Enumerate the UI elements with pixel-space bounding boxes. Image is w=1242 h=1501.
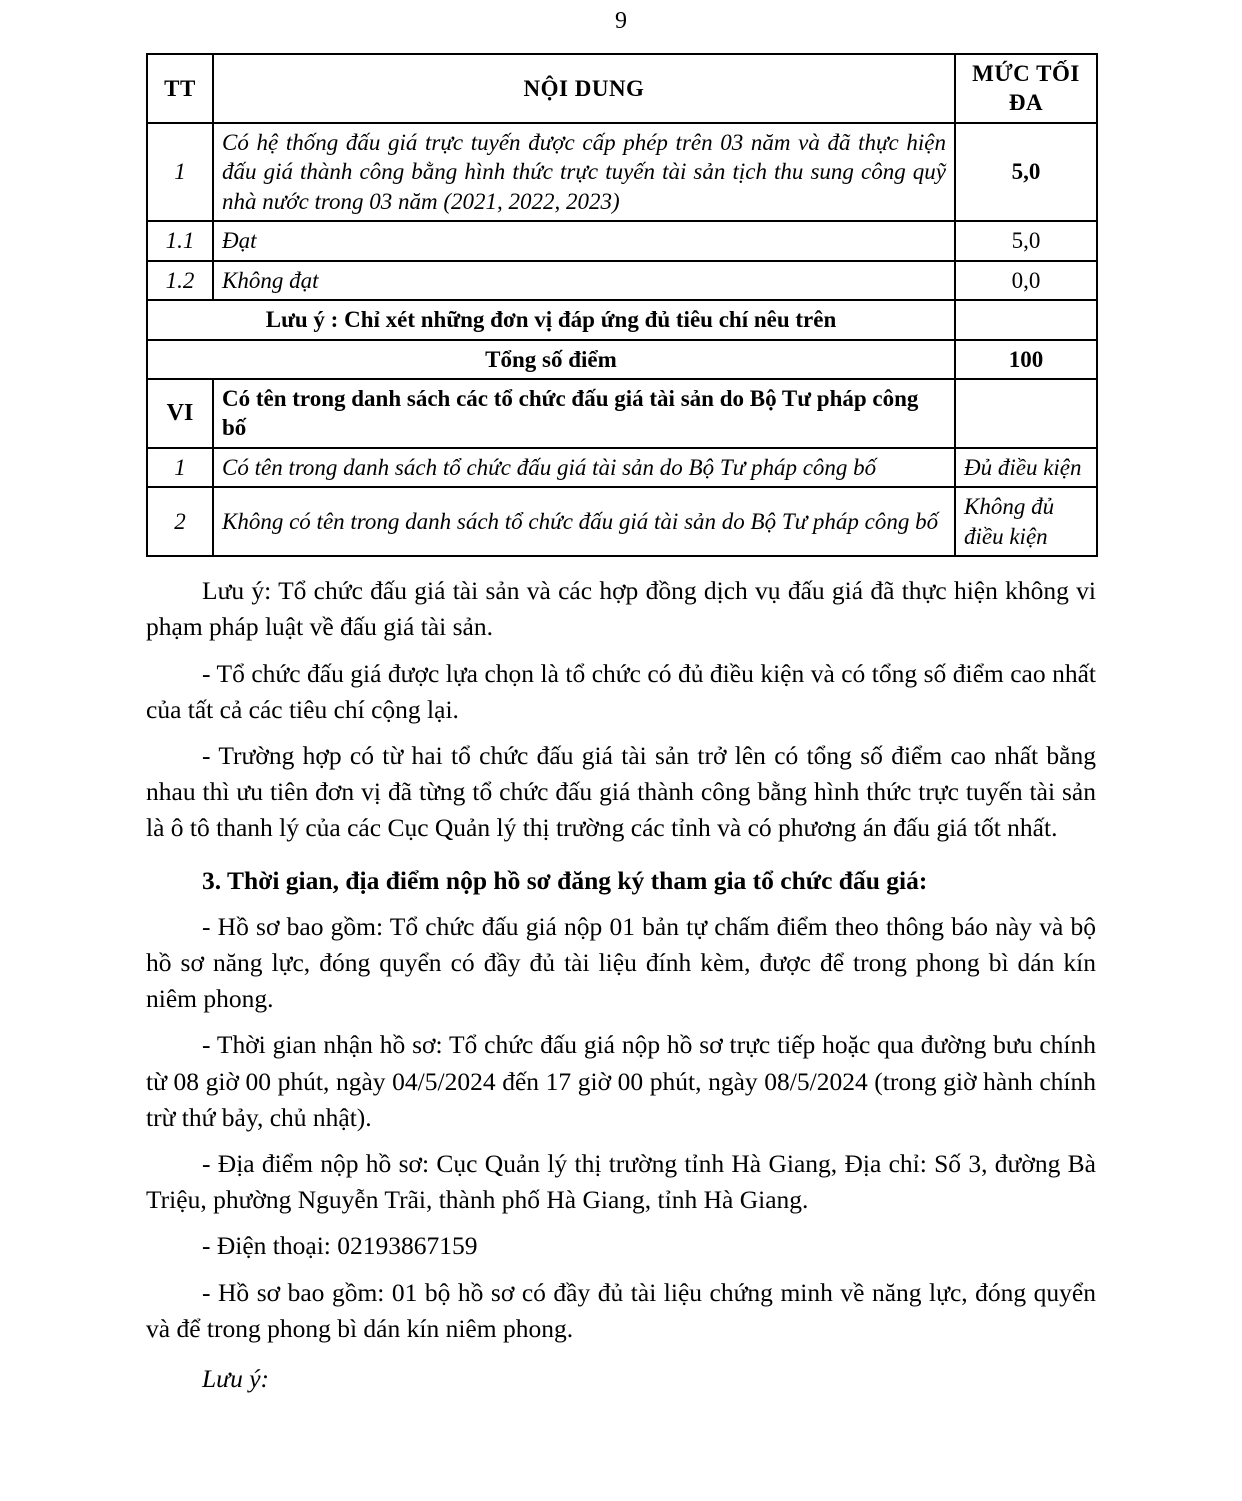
- paragraph: - Tổ chức đấu giá được lựa chọn là tổ chức có đủ điều kiện và có tổng số điểm cao nhất của tất cả các tiêu chí cộng lại.: [146, 658, 1096, 724]
- section-max: [955, 379, 1097, 448]
- note-max: [955, 300, 1097, 339]
- paragraph: - Thời gian nhận hồ sơ: Tổ chức đấu giá nộp hồ sơ trực tiếp hoặc qua đường bưu chính từ 08 giờ 00 phút, ngày 04/5/2024 đến 17 giờ 00 phút, ngày 08/5/2024 (trong giờ hành chính trừ thứ bảy, chủ nhật).: [146, 1030, 1096, 1132]
- header-muc-toi-da: MỨC TỐI ĐA: [955, 54, 1097, 123]
- row-tt: 1.2: [147, 261, 213, 300]
- document-body: [146, 557, 1096, 1397]
- paragraph: - Địa điểm nộp hồ sơ: Cục Quản lý thị trường tỉnh Hà Giang, Địa chỉ: Số 3, đường Bà Triệu, phường Nguyễn Trãi, thành phố Hà Giang, tỉnh Hà Giang.: [146, 1148, 1096, 1215]
- scoring-criteria-table: [146, 53, 1098, 557]
- row-content: Không đạt: [213, 261, 955, 300]
- table-section-row: [147, 379, 1097, 448]
- table-total-row: [147, 340, 1097, 379]
- row-tt: 2: [147, 487, 213, 556]
- row-content: Có tên trong danh sách tổ chức đấu giá tài sản do Bộ Tư pháp công bố: [213, 448, 955, 487]
- paragraph: Lưu ý: Tổ chức đấu giá tài sản và các hợp đồng dịch vụ đấu giá đã thực hiện không vi phạm pháp luật về đấu giá tài sản.: [146, 576, 1096, 642]
- paragraph: - Hồ sơ bao gồm: Tổ chức đấu giá nộp 01 bản tự chấm điểm theo thông báo này và bộ hồ sơ năng lực, đóng quyển có đầy đủ tài liệu đính kèm, được để trong phong bì dán kín niêm phong.: [146, 911, 1096, 1014]
- table-row: [147, 221, 1097, 260]
- table-row: [147, 261, 1097, 300]
- row-max: Đủ điều kiện: [955, 448, 1097, 487]
- table-row: [147, 487, 1097, 556]
- row-content: Đạt: [213, 221, 955, 260]
- row-content: Không có tên trong danh sách tổ chức đấu giá tài sản do Bộ Tư pháp công bố: [213, 487, 955, 556]
- paragraph: - Trường hợp có từ hai tổ chức đấu giá tài sản trở lên có tổng số điểm cao nhất bằng nhau thì ưu tiên đơn vị đã từng tổ chức đấu giá thành công bằng hình thức trực tuyến tài sản là ô tô thanh lý của các Cục Quản lý thị trường các tỉnh và có phương án đấu giá tốt nhất.: [146, 740, 1096, 843]
- header-tt: TT: [147, 54, 213, 123]
- note-text: Lưu ý : Chỉ xét những đơn vị đáp ứng đủ tiêu chí nêu trên: [147, 300, 955, 339]
- total-label: Tổng số điểm: [147, 340, 955, 379]
- section-content: Có tên trong danh sách các tổ chức đấu giá tài sản do Bộ Tư pháp công bố: [213, 379, 955, 448]
- row-tt: 1: [147, 123, 213, 221]
- paragraph: - Hồ sơ bao gồm: 01 bộ hồ sơ có đầy đủ tài liệu chứng minh về năng lực, đóng quyển và để trong phong bì dán kín niêm phong.: [146, 1277, 1096, 1343]
- document-content: [146, 53, 1096, 1397]
- table-row: [147, 123, 1097, 221]
- final-note: Lưu ý:: [202, 1363, 270, 1393]
- row-tt: 1.1: [147, 221, 213, 260]
- header-noi-dung: NỘI DUNG: [213, 54, 955, 123]
- row-max: 5,0: [955, 221, 1097, 260]
- table-header-row: [147, 54, 1097, 123]
- row-max: 5,0: [955, 123, 1097, 221]
- row-tt: 1: [147, 448, 213, 487]
- table-note-row: [147, 300, 1097, 339]
- total-max: 100: [955, 340, 1097, 379]
- row-max: Không đủ điều kiện: [955, 487, 1097, 556]
- table-row: [147, 448, 1097, 487]
- page-number: 9: [615, 8, 627, 34]
- paragraph-phone: - Điện thoại: 02193867159: [202, 1231, 478, 1261]
- section-tt: VI: [147, 379, 213, 448]
- section-heading-3: 3. Thời gian, địa điểm nộp hồ sơ đăng ký tham gia tổ chức đấu giá:: [202, 865, 928, 895]
- row-max: 0,0: [955, 261, 1097, 300]
- row-content: Có hệ thống đấu giá trực tuyến được cấp phép trên 03 năm và đã thực hiện đấu giá thành công bằng hình thức trực tuyến tài sản tịch thu sung công quỹ nhà nước trong 03 năm (2021, 2022, 2023): [213, 123, 955, 221]
